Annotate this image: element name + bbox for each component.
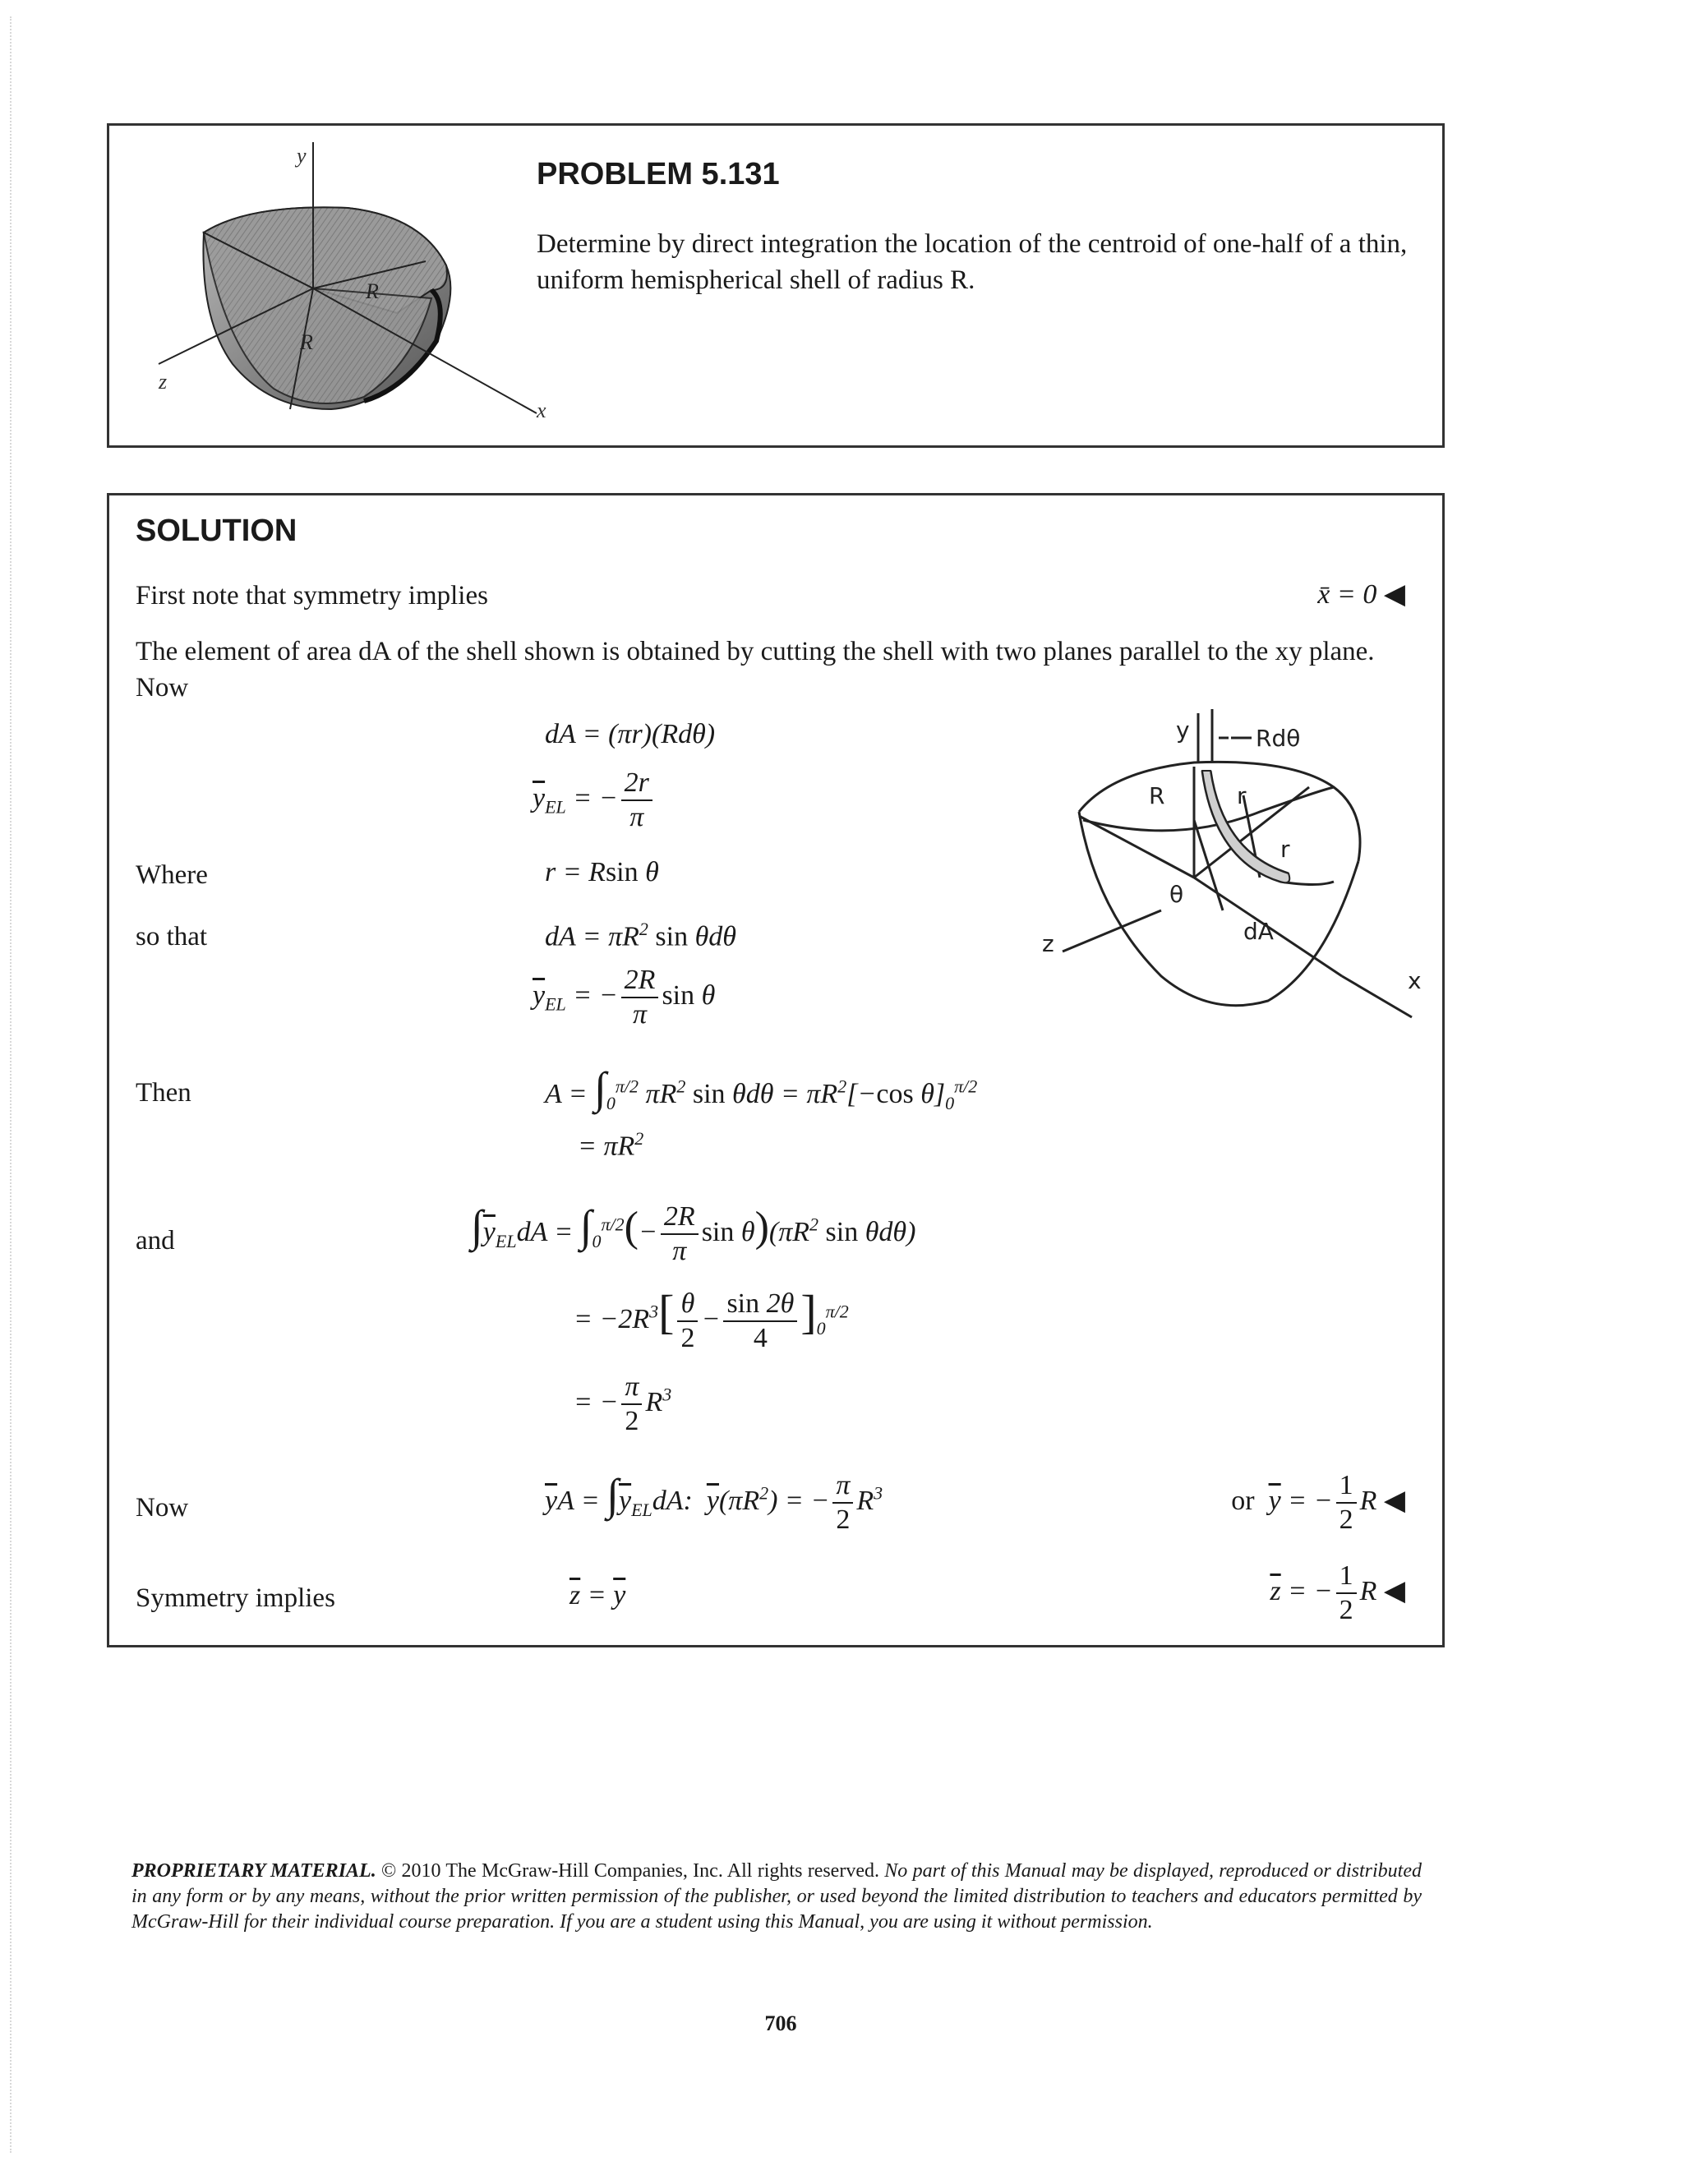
page-number: 706 [764,2011,797,2035]
eq-integral-yel: $\int\overline{y}_{EL}dA = \int_0^{\pi/2}(-$ $\frac{2R}{\pi}$ $\sin \theta)(\pi R^2$ sin θdθ) [471,1201,916,1267]
problem-box [107,123,1445,448]
sketch-label-y: y [1176,716,1190,744]
sketch-label-x: x [1408,967,1422,994]
eq-yel2: $\overline{y}_{EL}$ = − $\frac{2R}{\pi}$ sin θ [533,965,716,1030]
eq-yel: $\overline{y}_{EL}$ = − $\frac{2r}{\pi}$ [533,767,656,834]
label-then: Then [136,1078,191,1108]
eq-da2: dA = $\pi R^2$ sin θdθ [545,919,736,952]
fig-label-r1: R [366,279,379,303]
solution-heading: SOLUTION [136,514,297,548]
page-edge-dots [10,16,13,2153]
label-now: Now [136,1493,189,1523]
symmetry-note: First note that symmetry implies [136,581,488,611]
problem-title: PROBLEM 5.131 [537,157,780,191]
sketch-label-rdtheta: Rdθ [1256,725,1301,752]
element-sketch [1042,705,1441,1034]
hemisphere-figure [126,126,586,446]
notice-lead: PROPRIETARY MATERIAL. [131,1860,376,1882]
eq-z-equals-y: $\overline{z} = \overline{y}$ [569,1580,626,1610]
fig-label-r2: R [300,330,313,354]
label-and: and [136,1226,175,1256]
sketch-label-R: R [1149,782,1165,809]
sketch-label-dA: dA [1243,918,1274,945]
sketch-label-r2: r [1280,836,1290,863]
sketch-label-r1: r [1237,782,1247,809]
notice-body: No part of this Manual may be displayed, reproduced or distributed in any form or by any means, without the prior written permission of the publisher, or used beyond the limited distribution to teachers and educators permitted by McGraw-Hill for their individual course preparation. If you are a student using this Manual, you are using it without permission. [131,1860,1422,1933]
eq-da: dA = (πr)(Rdθ) [545,719,716,749]
problem-statement: Determine by direct integration the location of the centroid of one-half of a thin, uniform hemispherical shell of radius R. [537,229,1408,295]
proprietary-notice [131,1859,1422,1935]
fig-label-z: z [159,370,168,394]
fig-label-x: x [537,399,546,422]
result-z: $\overline{z}$ = − $\frac{1}{2}$ R ◀ [1270,1560,1405,1625]
fig-label-y: y [297,144,307,168]
eq-integral-result: = − $\frac{\pi}{2}$ $R^3$ [574,1371,672,1436]
notice-copyright: © 2010 The McGraw-Hill Companies, Inc. All rights reserved. [381,1860,879,1882]
solution-box [107,493,1445,1647]
eq-ybar: $\overline{y}A = \int\overline{y}_{EL}dA$: $\overline{y}(\pi R^2)$ = − $\frac{\pi}{2}$ $R^3$ [545,1470,883,1536]
eq-area-result: = $\pi R^2$ [578,1128,644,1162]
eq-r: r = Rsin θ [545,857,659,887]
label-where: Where [136,860,208,890]
eq-area: $A = \int_0^{\pi/2}$ $\pi R^2$ $\sin \theta d\theta = \pi R^2[-\cos$ $\theta]_0^{\pi/2}$ [545,1063,978,1113]
label-symmetry: Symmetry implies [136,1583,335,1613]
sketch-label-theta: θ [1169,881,1184,908]
sketch-label-z: z [1042,930,1054,957]
label-so-that: so that [136,922,208,951]
eq-integral-eval: = $-2R^3$[ $\frac{\theta}{2}$ − $\frac{\sin 2\theta}{4}$ ]$_0^{\pi/2}$ [574,1285,849,1354]
result-y: or $\overline{y}$ = − $\frac{1}{2}$ R ◀ [1231,1470,1405,1535]
element-description: The element of area dA of the shell shown is obtained by cutting the shell with two planes parallel to the xy plane. Now [136,637,1375,703]
result-x: x̄ = 0 ◀ [1317,579,1405,610]
